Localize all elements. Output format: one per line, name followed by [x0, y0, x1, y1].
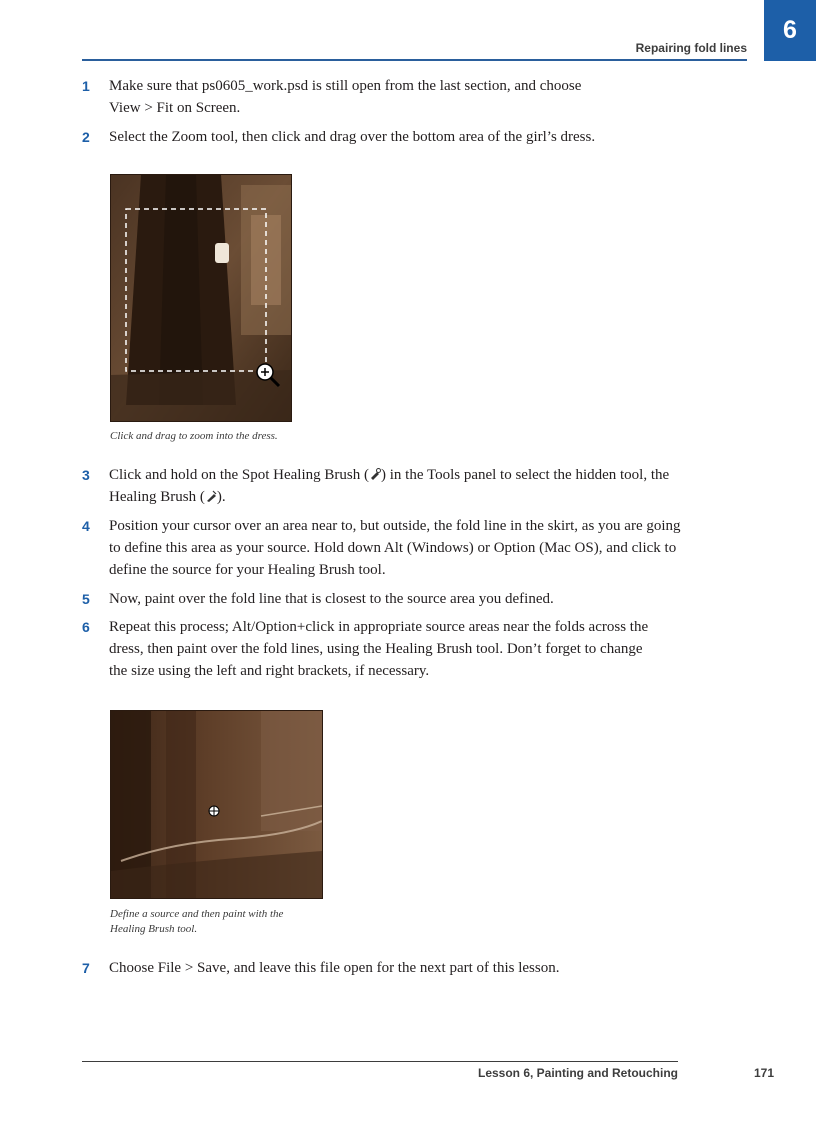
step-2	[82, 126, 682, 148]
step-text-part: ).	[216, 489, 226, 505]
spot-healing-brush-icon	[369, 468, 381, 480]
step-1	[82, 75, 682, 119]
step-number: 7	[82, 960, 90, 976]
figure-caption	[110, 907, 283, 937]
crosshair-icon	[209, 806, 219, 816]
caption-line: Healing Brush tool.	[110, 923, 198, 935]
step-number: 5	[82, 591, 90, 607]
step-text-part: ) in the Tools panel to select the hidden tool, the Healing Brush (	[109, 467, 670, 505]
step-6	[82, 616, 682, 682]
step-number: 4	[82, 518, 90, 534]
running-header-title: Repairing fold lines	[635, 41, 747, 55]
step-text: Position your cursor over an area near to, but outside, the fold line in the skirt, as you are going to define this area as your source. Hold down Alt (Windows) or Option (Mac OS), and click to define the source for your Healing Brush tool.	[109, 518, 681, 578]
dress-closeup-photo	[111, 711, 322, 898]
step-5	[82, 588, 692, 610]
healing-brush-icon	[205, 490, 217, 502]
step-text-part: Click and hold on the Spot Healing Brush (	[109, 467, 369, 483]
header-rule	[82, 59, 747, 61]
step-text: Repeat this process; Alt/Option+click in appropriate source areas near the folds across the dress, then paint over the fold lines, using the Healing Brush tool. Don’t forget to change the size using the left and right brackets, if necessary.	[109, 619, 649, 679]
step-text: Now, paint over the fold line that is closest to the source area you defined.	[109, 591, 554, 607]
figure-caption: Click and drag to zoom into the dress.	[110, 430, 278, 442]
step-number: 6	[82, 619, 90, 635]
step-number: 1	[82, 78, 90, 94]
figure-zoom-dress	[110, 174, 292, 422]
step-text	[109, 464, 692, 508]
dress-photo	[111, 175, 291, 421]
footer-lesson-title: Lesson 6, Painting and Retouching	[477, 1066, 678, 1080]
step-text: Select the Zoom tool, then click and drag over the bottom area of the girl’s dress.	[109, 129, 596, 145]
footer-rule	[82, 1061, 678, 1062]
chapter-tab: 6	[764, 0, 816, 61]
step-text: Choose File > Save, and leave this file open for the next part of this lesson.	[109, 960, 560, 976]
step-number: 3	[82, 467, 90, 483]
caption-line: Define a source and then paint with the	[110, 908, 284, 920]
step-text: Make sure that ps0605_work.psd is still open from the last section, and choose View > Fit on Screen.	[109, 78, 582, 116]
step-3	[82, 464, 692, 508]
figure-healing-brush	[110, 710, 323, 899]
step-number: 2	[82, 129, 90, 145]
step-4	[82, 515, 692, 581]
step-7	[82, 957, 692, 979]
page-number: 171	[753, 1066, 774, 1080]
